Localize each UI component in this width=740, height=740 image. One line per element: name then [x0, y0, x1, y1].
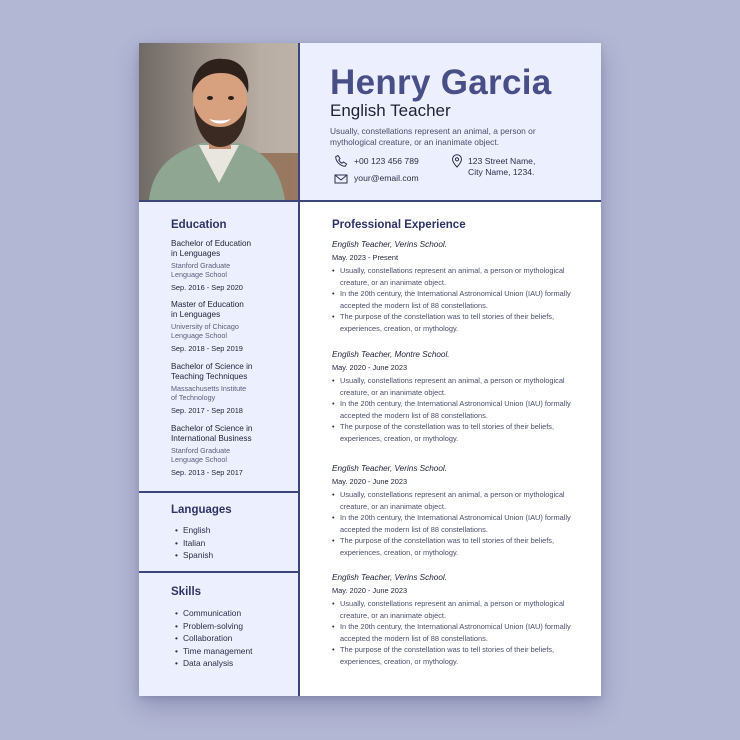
address-line-1: 123 Street Name,: [468, 156, 536, 166]
job-bullets: [332, 375, 572, 444]
phone-number: +00 123 456 789: [354, 156, 419, 166]
education-dates: Sep. 2016 - Sep 2020: [171, 283, 243, 292]
resume-page: [139, 43, 601, 696]
list-item: • Spanish: [175, 549, 213, 562]
job-bullets: [332, 598, 572, 667]
list-item: • In the 20th century, the International Astronomical Union (IAU) formally accepted the modern list of 88 constellations.: [332, 288, 572, 311]
education-item: [171, 239, 291, 292]
list-item: • The purpose of the constellation was to tell stories of their beliefs, experiences, creation, or mythology.: [332, 535, 572, 558]
education-dates: Sep. 2013 - Sep 2017: [171, 468, 243, 477]
degree-line-2: Teaching Techniques: [171, 372, 248, 381]
degree-line-1: Bachelor of Science in: [171, 362, 253, 371]
list-item: • In the 20th century, the International Astronomical Union (IAU) formally accepted the modern list of 88 constellations.: [332, 398, 572, 421]
school-line-2: Lenguage School: [171, 270, 227, 279]
list-item: • Usually, constellations represent an animal, a person or mythological creature, or an inanimate object.: [332, 375, 572, 398]
address: [468, 156, 535, 178]
list-item: • Time management: [175, 645, 252, 658]
education-dates: Sep. 2017 - Sep 2018: [171, 406, 243, 415]
job-bullets: [332, 489, 572, 558]
job-entry: [332, 573, 572, 667]
intro-text: Usually, constellations represent an animal, a person or mythological creature, or an inanimate object.: [330, 126, 536, 147]
list-item: • Usually, constellations represent an animal, a person or mythological creature, or an inanimate object.: [332, 598, 572, 621]
school-line-1: Stanford Graduate: [171, 261, 231, 270]
list-item: • The purpose of the constellation was to tell stories of their beliefs, experiences, creation, or mythology.: [332, 421, 572, 444]
languages-divider: [139, 571, 300, 573]
email-icon: [334, 172, 348, 186]
school-line-2: of Technology: [171, 393, 216, 402]
job-bullets: [332, 265, 572, 334]
skills-title: Skills: [171, 586, 202, 598]
job-dates: May. 2023 - Present: [332, 253, 398, 262]
header-divider: [139, 200, 601, 202]
list-item: • The purpose of the constellation was to tell stories of their beliefs, experiences, creation, or mythology.: [332, 644, 572, 667]
list-item: • Collaboration: [175, 632, 252, 645]
job-entry: [332, 240, 572, 334]
list-item: • Usually, constellations represent an animal, a person or mythological creature, or an inanimate object.: [332, 489, 572, 512]
job-dates: May. 2020 - June 2023: [332, 363, 408, 372]
degree-line-1: Bachelor of Science in: [171, 424, 253, 433]
phone-icon: [334, 154, 348, 168]
education-item: [171, 300, 291, 353]
job-dates: May. 2020 - June 2023: [332, 586, 408, 595]
school-line-1: Stanford Graduate: [171, 446, 231, 455]
list-item: • Communication: [175, 607, 252, 620]
list-item: • In the 20th century, the International Astronomical Union (IAU) formally accepted the modern list of 88 constellations.: [332, 512, 572, 535]
languages-list: [175, 524, 213, 562]
profile-photo: [139, 43, 298, 200]
job-title: English Teacher, Montre School.: [332, 350, 450, 359]
degree-line-2: in Lenguages: [171, 310, 221, 319]
school-line-1: Massachusetts Institute: [171, 384, 247, 393]
degree-line-1: Master of Education: [171, 300, 244, 309]
job-dates: May. 2020 - June 2023: [332, 477, 408, 486]
job-title: English Teacher, Verins School.: [332, 464, 447, 473]
list-item: • English: [175, 524, 213, 537]
profile-photo-image: [139, 43, 298, 200]
skills-list: [175, 607, 252, 670]
list-item: • Usually, constellations represent an animal, a person or mythological creature, or an inanimate object.: [332, 265, 572, 288]
candidate-role: English Teacher: [330, 101, 451, 120]
school-line-2: Lenguage School: [171, 455, 227, 464]
degree-line-2: International Business: [171, 434, 252, 443]
list-item: • In the 20th century, the International Astronomical Union (IAU) formally accepted the modern list of 88 constellations.: [332, 621, 572, 644]
job-entry: [332, 350, 572, 444]
location-pin-icon: [450, 154, 464, 168]
languages-title: Languages: [171, 504, 232, 516]
email-address: your@email.com: [354, 173, 419, 183]
education-dates: Sep. 2018 - Sep 2019: [171, 344, 243, 353]
education-divider: [139, 491, 300, 493]
list-item: • The purpose of the constellation was to tell stories of their beliefs, experiences, creation, or mythology.: [332, 311, 572, 334]
job-title: English Teacher, Verins School.: [332, 240, 447, 249]
vertical-divider: [298, 43, 300, 696]
job-title: English Teacher, Verins School.: [332, 573, 447, 582]
school-line-1: University of Chicago: [171, 322, 239, 331]
list-item: • Data analysis: [175, 657, 252, 670]
header-panel: [300, 43, 601, 200]
job-entry: [332, 464, 572, 558]
degree-line-1: Bachelor of Education: [171, 239, 252, 248]
education-title: Education: [171, 219, 227, 231]
education-item: [171, 424, 291, 477]
list-item: • Italian: [175, 537, 213, 550]
candidate-name: Henry Garcia: [330, 63, 552, 102]
experience-title: Professional Experience: [332, 219, 466, 231]
education-item: [171, 362, 291, 415]
school-line-2: Lenguage School: [171, 331, 227, 340]
address-line-2: City Name, 1234.: [468, 167, 535, 177]
degree-line-2: in Lenguages: [171, 249, 221, 258]
list-item: • Problem-solving: [175, 620, 252, 633]
